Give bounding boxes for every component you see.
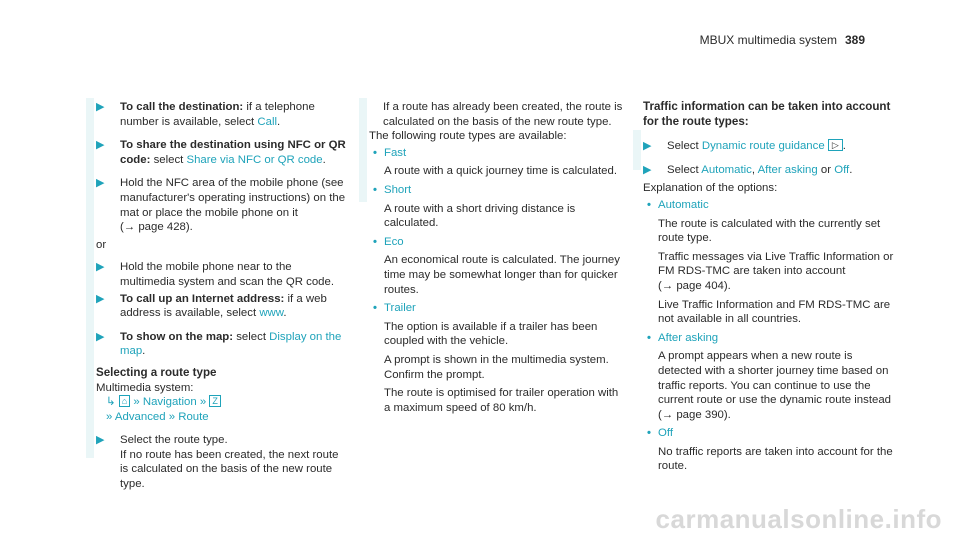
- path-start-icon: ↳: [106, 396, 116, 409]
- page-header: [700, 33, 865, 48]
- step-arrow-icon: ▶: [96, 177, 105, 190]
- advanced-menu[interactable]: Advanced: [114, 410, 166, 423]
- bullet: •: [647, 331, 651, 344]
- section-heading: Selecting a route type: [96, 365, 217, 379]
- toggle-icon[interactable]: ▷: [828, 139, 843, 151]
- step-text: select: [153, 153, 184, 166]
- option-desc: Live Traffic Information and FM RDS-TMC are not available in all countries.: [658, 298, 891, 326]
- option-after-asking[interactable]: After asking: [658, 331, 719, 344]
- map-option[interactable]: Display on the map: [120, 330, 342, 358]
- call-option[interactable]: Call: [257, 115, 278, 128]
- route-type-desc: A route with a short driving distance is calculated.: [384, 202, 576, 230]
- bullet: •: [647, 427, 651, 440]
- step-arrow-icon: ▶: [96, 261, 105, 274]
- section-title: MBUX multimedia system: [699, 33, 837, 47]
- chevron-right-icon: »: [106, 410, 113, 423]
- route-type-item: [369, 146, 623, 179]
- chevron-right-icon: »: [168, 410, 176, 423]
- route-type-item: [369, 183, 623, 231]
- after-asking-option[interactable]: After asking: [757, 163, 818, 176]
- step-arrow-icon: ▶: [96, 101, 105, 113]
- option-desc: [658, 250, 899, 294]
- off-option[interactable]: Off: [834, 163, 850, 176]
- chevron-right-icon: »: [133, 396, 140, 409]
- instruction-bar: [633, 130, 641, 170]
- step-arrow-icon: ▶: [96, 292, 105, 305]
- www-option[interactable]: www: [259, 307, 284, 320]
- option-desc: No traffic reports are taken into account for the route.: [658, 445, 893, 473]
- step-text: Select the route type.: [120, 434, 228, 447]
- route-type-eco[interactable]: Eco: [384, 235, 404, 248]
- page-number: 389: [844, 33, 865, 47]
- route-type-item: [369, 301, 623, 415]
- explanation-heading: Explanation of the options:: [643, 182, 778, 195]
- option-desc-text: Traffic messages via Live Traffic Information or FM RDS-TMC are taken into account: [658, 250, 894, 278]
- column-3: [643, 100, 899, 478]
- route-type-item: [369, 235, 623, 297]
- route-type-desc: An economical route is calculated. The journey time may be somewhat longer than for quicker routes.: [384, 254, 620, 296]
- page-reference[interactable]: (→ page 428).: [120, 221, 193, 234]
- option-item: [643, 426, 899, 474]
- option-off[interactable]: Off: [658, 427, 673, 440]
- step-text: Select: [667, 140, 699, 153]
- section-heading: Traffic information can be taken into account for the route types:: [643, 100, 891, 128]
- column-1: [96, 100, 348, 501]
- available-text: The following route types are available:: [369, 130, 567, 143]
- option-desc: [658, 349, 899, 422]
- page-reference[interactable]: (→ page 404).: [658, 279, 731, 292]
- route-menu[interactable]: Route: [178, 410, 209, 423]
- step-map: ▶ To show on the map: select Display on the map.: [96, 330, 342, 358]
- route-type-desc: The option is available if a trailer has been coupled with the vehicle.: [384, 320, 598, 348]
- step-arrow-icon: ▶: [643, 140, 652, 153]
- share-option[interactable]: Share via NFC or QR code: [186, 153, 323, 166]
- menu-path: [96, 395, 348, 424]
- step-nfc: [96, 176, 348, 234]
- step-title: To show on the map:: [120, 330, 234, 343]
- step-text: Hold the mobile phone near to the multimedia system and scan the QR code.: [120, 261, 334, 288]
- watermark: carmanualsonline.info: [655, 504, 942, 534]
- bullet: •: [647, 198, 651, 211]
- page-reference[interactable]: (→ page 390).: [658, 408, 731, 421]
- step-arrow-icon: ▶: [643, 163, 652, 176]
- step-arrow-icon: ▶: [96, 434, 105, 447]
- instruction-bar: [359, 98, 367, 202]
- step-text: select: [236, 330, 266, 343]
- settings-icon[interactable]: Z: [209, 395, 221, 407]
- instruction-bar: [86, 98, 94, 458]
- option-desc: The route is calculated with the currently set route type.: [658, 217, 881, 245]
- route-type-desc: The route is optimised for trailer operation with a maximum speed of 80 km/h.: [384, 387, 619, 414]
- option-item: [643, 331, 899, 423]
- step-title: To share the destination using NFC or QR code:: [120, 139, 346, 166]
- step-text: if a web address is available, select: [120, 292, 327, 320]
- dynamic-route-option[interactable]: Dynamic route guidance: [701, 140, 825, 153]
- intro-text: If a route has already been created, the route is calculated on the basis of the new route type.: [383, 101, 623, 128]
- route-type-trailer[interactable]: Trailer: [384, 302, 416, 315]
- route-type-desc: A prompt is shown in the multimedia system. Confirm the prompt.: [384, 353, 609, 381]
- option-automatic[interactable]: Automatic: [658, 198, 709, 211]
- step-title: To call the destination:: [120, 101, 244, 113]
- path-label: Multimedia system:: [96, 381, 194, 394]
- bullet: •: [373, 146, 377, 159]
- step-title: To call up an Internet address:: [120, 292, 285, 305]
- route-type-desc: A route with a quick journey time is calculated.: [384, 165, 617, 178]
- step-options: ▶ Select Automatic, After asking or Off.: [643, 163, 853, 176]
- step-qr: [96, 260, 348, 289]
- or-text: or: [96, 238, 107, 251]
- step-text: Select: [667, 163, 699, 176]
- bullet: •: [373, 183, 377, 196]
- step-internet: ▶ To call up an Internet address: if a web address is available, select www.: [96, 292, 327, 320]
- step-dynamic: ▶ Select Dynamic route guidance ▷ .: [643, 140, 846, 153]
- step-route-type: [96, 433, 348, 491]
- route-type-fast[interactable]: Fast: [384, 146, 407, 159]
- automatic-option[interactable]: Automatic: [701, 163, 752, 176]
- option-desc-text: A prompt appears when a new route is detected with a shorter journey time based on traffic reports. You can continue to use the current route or use the dynamic route instead: [658, 350, 892, 407]
- step-share: ▶ To share the destination using NFC or QR code: select Share via NFC or QR code.: [96, 139, 346, 166]
- step-text: if a telephone number is available, select: [120, 101, 315, 128]
- step-arrow-icon: ▶: [96, 330, 105, 343]
- chevron-right-icon: »: [199, 396, 207, 409]
- step-call: ▶ To call the destination: if a telephone number is available, select Call.: [96, 101, 315, 128]
- step-note: If no route has been created, the next route is calculated on the basis of the new route type.: [120, 448, 339, 491]
- step-text: Hold the NFC area of the mobile phone (see manufacturer's operating instructions) on the mat or place the mobile phone on it: [120, 177, 346, 219]
- home-icon[interactable]: ⌂: [119, 395, 130, 407]
- or-text: or: [820, 163, 832, 176]
- bullet: •: [373, 235, 377, 248]
- bullet: •: [373, 302, 377, 315]
- option-item: [643, 198, 899, 327]
- step-arrow-icon: ▶: [96, 139, 105, 152]
- column-2: [369, 100, 623, 419]
- route-type-short[interactable]: Short: [384, 183, 412, 196]
- navigation-menu[interactable]: Navigation: [142, 396, 197, 409]
